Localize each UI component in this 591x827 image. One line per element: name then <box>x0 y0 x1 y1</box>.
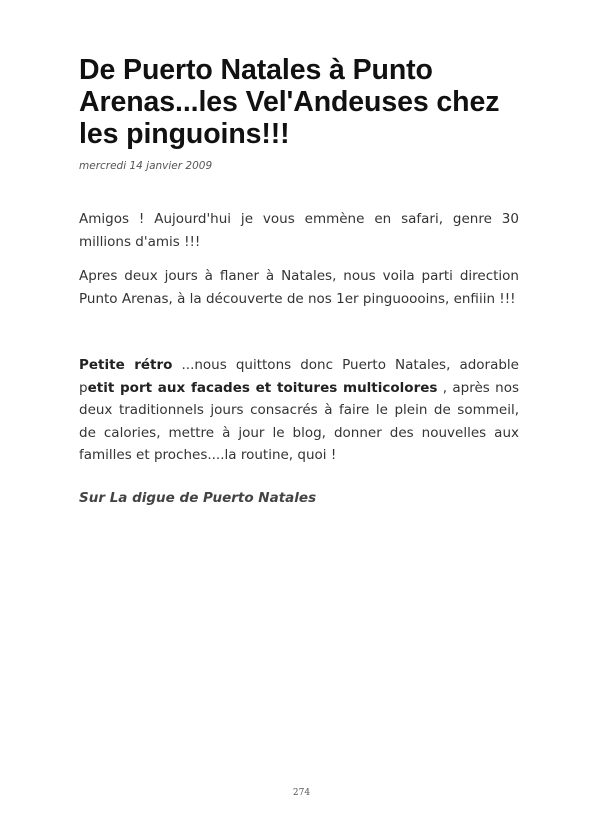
article <box>79 54 519 506</box>
retro-text-1: ...nous quittons donc Puerto Natales, adorable p <box>79 357 519 396</box>
retro-bold-phrase: etit port aux facades et toitures multicolores <box>87 379 438 396</box>
retro-lead: Petite rétro <box>79 357 173 373</box>
article-title: De Puerto Natales à Punto Arenas...les Vel'Andeuses chez les pinguoins!!! <box>79 54 500 150</box>
page-number: 274 <box>292 788 311 798</box>
post-date: mercredi 14 janvier 2009 <box>79 160 213 172</box>
paragraph-departure: Apres deux jours à flaner à Natales, nous voila parti direction Punto Arenas, à la découverte de nos 1er pinguoooins, enfiiin !!! <box>79 268 519 307</box>
retro-text-2: , après nos deux traditionnels jours consacrés à faire le plein de sommeil, de calories, mettre à jour le blog, donner des nouvelles aux familles et proches....la routine, quoi ! <box>79 379 519 463</box>
paragraph-intro: Amigos ! Aujourd'hui je vous emmène en safari, genre 30 millions d'amis !!! <box>79 211 519 250</box>
photo-caption: Sur La digue de Puerto Natales <box>79 490 317 506</box>
paragraph-retro <box>79 354 519 467</box>
